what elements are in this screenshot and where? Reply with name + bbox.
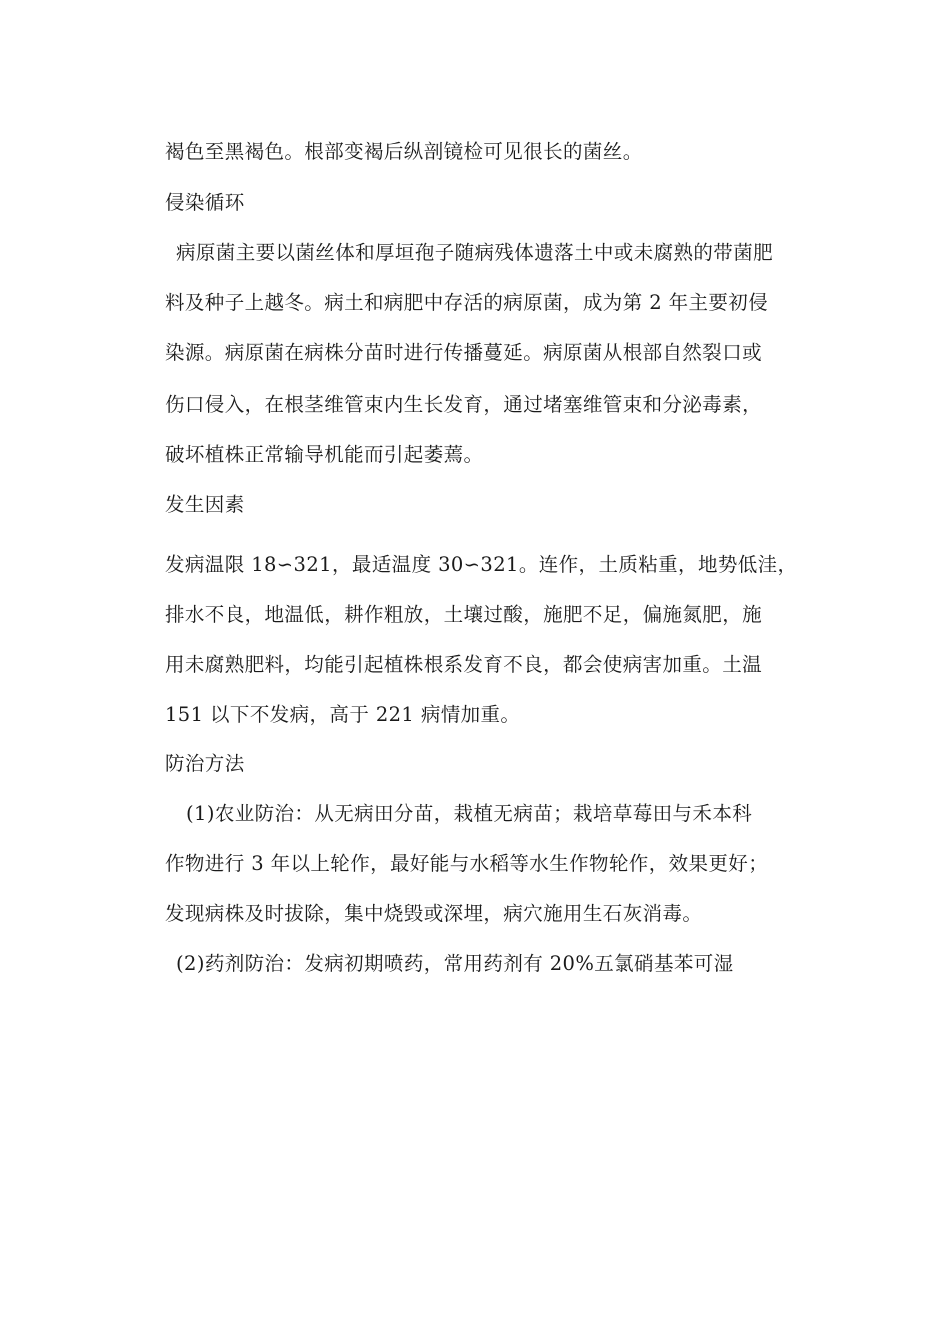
paragraph-line: 排水不良，地温低，耕作粗放，土壤过酸，施肥不足，偏施氮肥，施 (165, 603, 763, 626)
section-heading-infection-cycle: 侵染循环 (165, 191, 245, 214)
paragraph-line: 破坏植株正常输导机能而引起萎蔫。 (165, 443, 484, 466)
section-heading-occurrence-factors: 发生因素 (165, 493, 245, 516)
paragraph-line: 用未腐熟肥料，均能引起植株根系发育不良，都会使病害加重。土温 (165, 653, 763, 676)
paragraph-line: 伤口侵入，在根茎维管束内生长发育，通过堵塞维管束和分泌毒素， (165, 393, 763, 416)
paragraph-line: 151 以下不发病，高于 221 病情加重。 (165, 703, 521, 726)
paragraph-line: 褐色至黑褐色。根部变褐后纵剖镜检可见很长的菌丝。 (165, 140, 643, 163)
paragraph-line: (1)农业防治：从无病田分苗，栽植无病苗；栽培草莓田与禾本科 (186, 802, 753, 825)
paragraph-line: 料及种子上越冬。病土和病肥中存活的病原菌，成为第 2 年主要初侵 (165, 291, 769, 314)
paragraph-line: (2)药剂防治：发病初期喷药，常用药剂有 20%五氯硝基苯可湿 (176, 952, 734, 975)
paragraph-line: 发现病株及时拔除，集中烧毁或深埋，病穴施用生石灰消毒。 (165, 902, 703, 925)
paragraph-line: 作物进行 3 年以上轮作，最好能与水稻等水生作物轮作，效果更好； (165, 852, 769, 875)
section-heading-control-methods: 防治方法 (165, 752, 245, 775)
paragraph-line: 病原菌主要以菌丝体和厚垣孢子随病残体遗落土中或未腐熟的带菌肥 (176, 241, 774, 264)
paragraph-line: 发病温限 18∽321，最适温度 30∽321。连作，土质粘重，地势低洼， (165, 553, 798, 576)
paragraph-line: 染源。病原菌在病株分苗时进行传播蔓延。病原菌从根部自然裂口或 (165, 341, 763, 364)
